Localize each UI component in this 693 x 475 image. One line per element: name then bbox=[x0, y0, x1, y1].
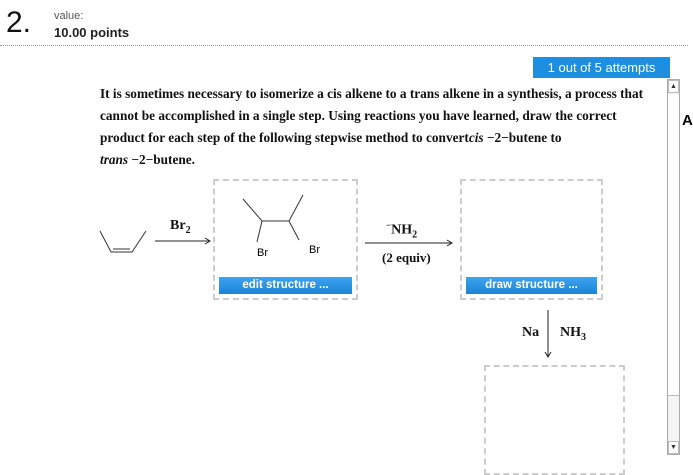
points-value: 10.00 points bbox=[54, 25, 130, 40]
edit-structure-button[interactable]: edit structure ... bbox=[219, 277, 352, 294]
structure-box-3 bbox=[484, 365, 625, 475]
scroll-up-icon[interactable]: ▲ bbox=[668, 80, 679, 93]
reagent-note: (2 equiv) bbox=[382, 250, 431, 265]
prompt-end: −2−butene. bbox=[128, 152, 195, 167]
value-label: value: bbox=[54, 10, 84, 22]
structure-box-2 bbox=[460, 179, 603, 300]
arrow-step3 bbox=[543, 309, 553, 361]
prompt-trans: trans bbox=[100, 152, 129, 167]
scroll-thumb[interactable] bbox=[668, 95, 679, 396]
reagent-br2: $Br_2$ bbox=[170, 218, 191, 236]
structure-box-1 bbox=[213, 179, 358, 300]
question-prompt bbox=[100, 83, 660, 171]
cis-2-butene-structure bbox=[98, 228, 154, 256]
prompt-mid: −2−butene to bbox=[483, 130, 562, 145]
arrow-step1 bbox=[154, 236, 214, 246]
reagent-nh2: $^-NH_2$ bbox=[386, 220, 418, 241]
divider bbox=[0, 45, 688, 46]
dibromide-structure bbox=[215, 181, 356, 281]
arrow-step2 bbox=[364, 238, 456, 248]
reagent-nh3: $NH_3$ bbox=[560, 325, 586, 343]
attempts-badge: 1 out of 5 attempts bbox=[533, 57, 670, 78]
br-label-right: Br bbox=[309, 244, 320, 256]
side-letter: A bbox=[682, 112, 693, 129]
prompt-text: It is sometimes necessary to isomerize a cis alkene to a trans alkene in a synthesis, a process that cannot be accomplished in a single step. Using reactions you have learned, draw the correct product for each step of the following stepwise method to convert bbox=[100, 86, 644, 145]
scrollbar[interactable] bbox=[667, 79, 680, 455]
draw-structure-button[interactable]: draw structure ... bbox=[466, 277, 597, 294]
question-number: 2. bbox=[6, 6, 32, 39]
br-label-left: Br bbox=[257, 247, 268, 259]
prompt-cis: cis bbox=[468, 130, 484, 145]
scroll-down-icon[interactable]: ▼ bbox=[668, 441, 679, 454]
reagent-na: Na bbox=[522, 325, 540, 340]
